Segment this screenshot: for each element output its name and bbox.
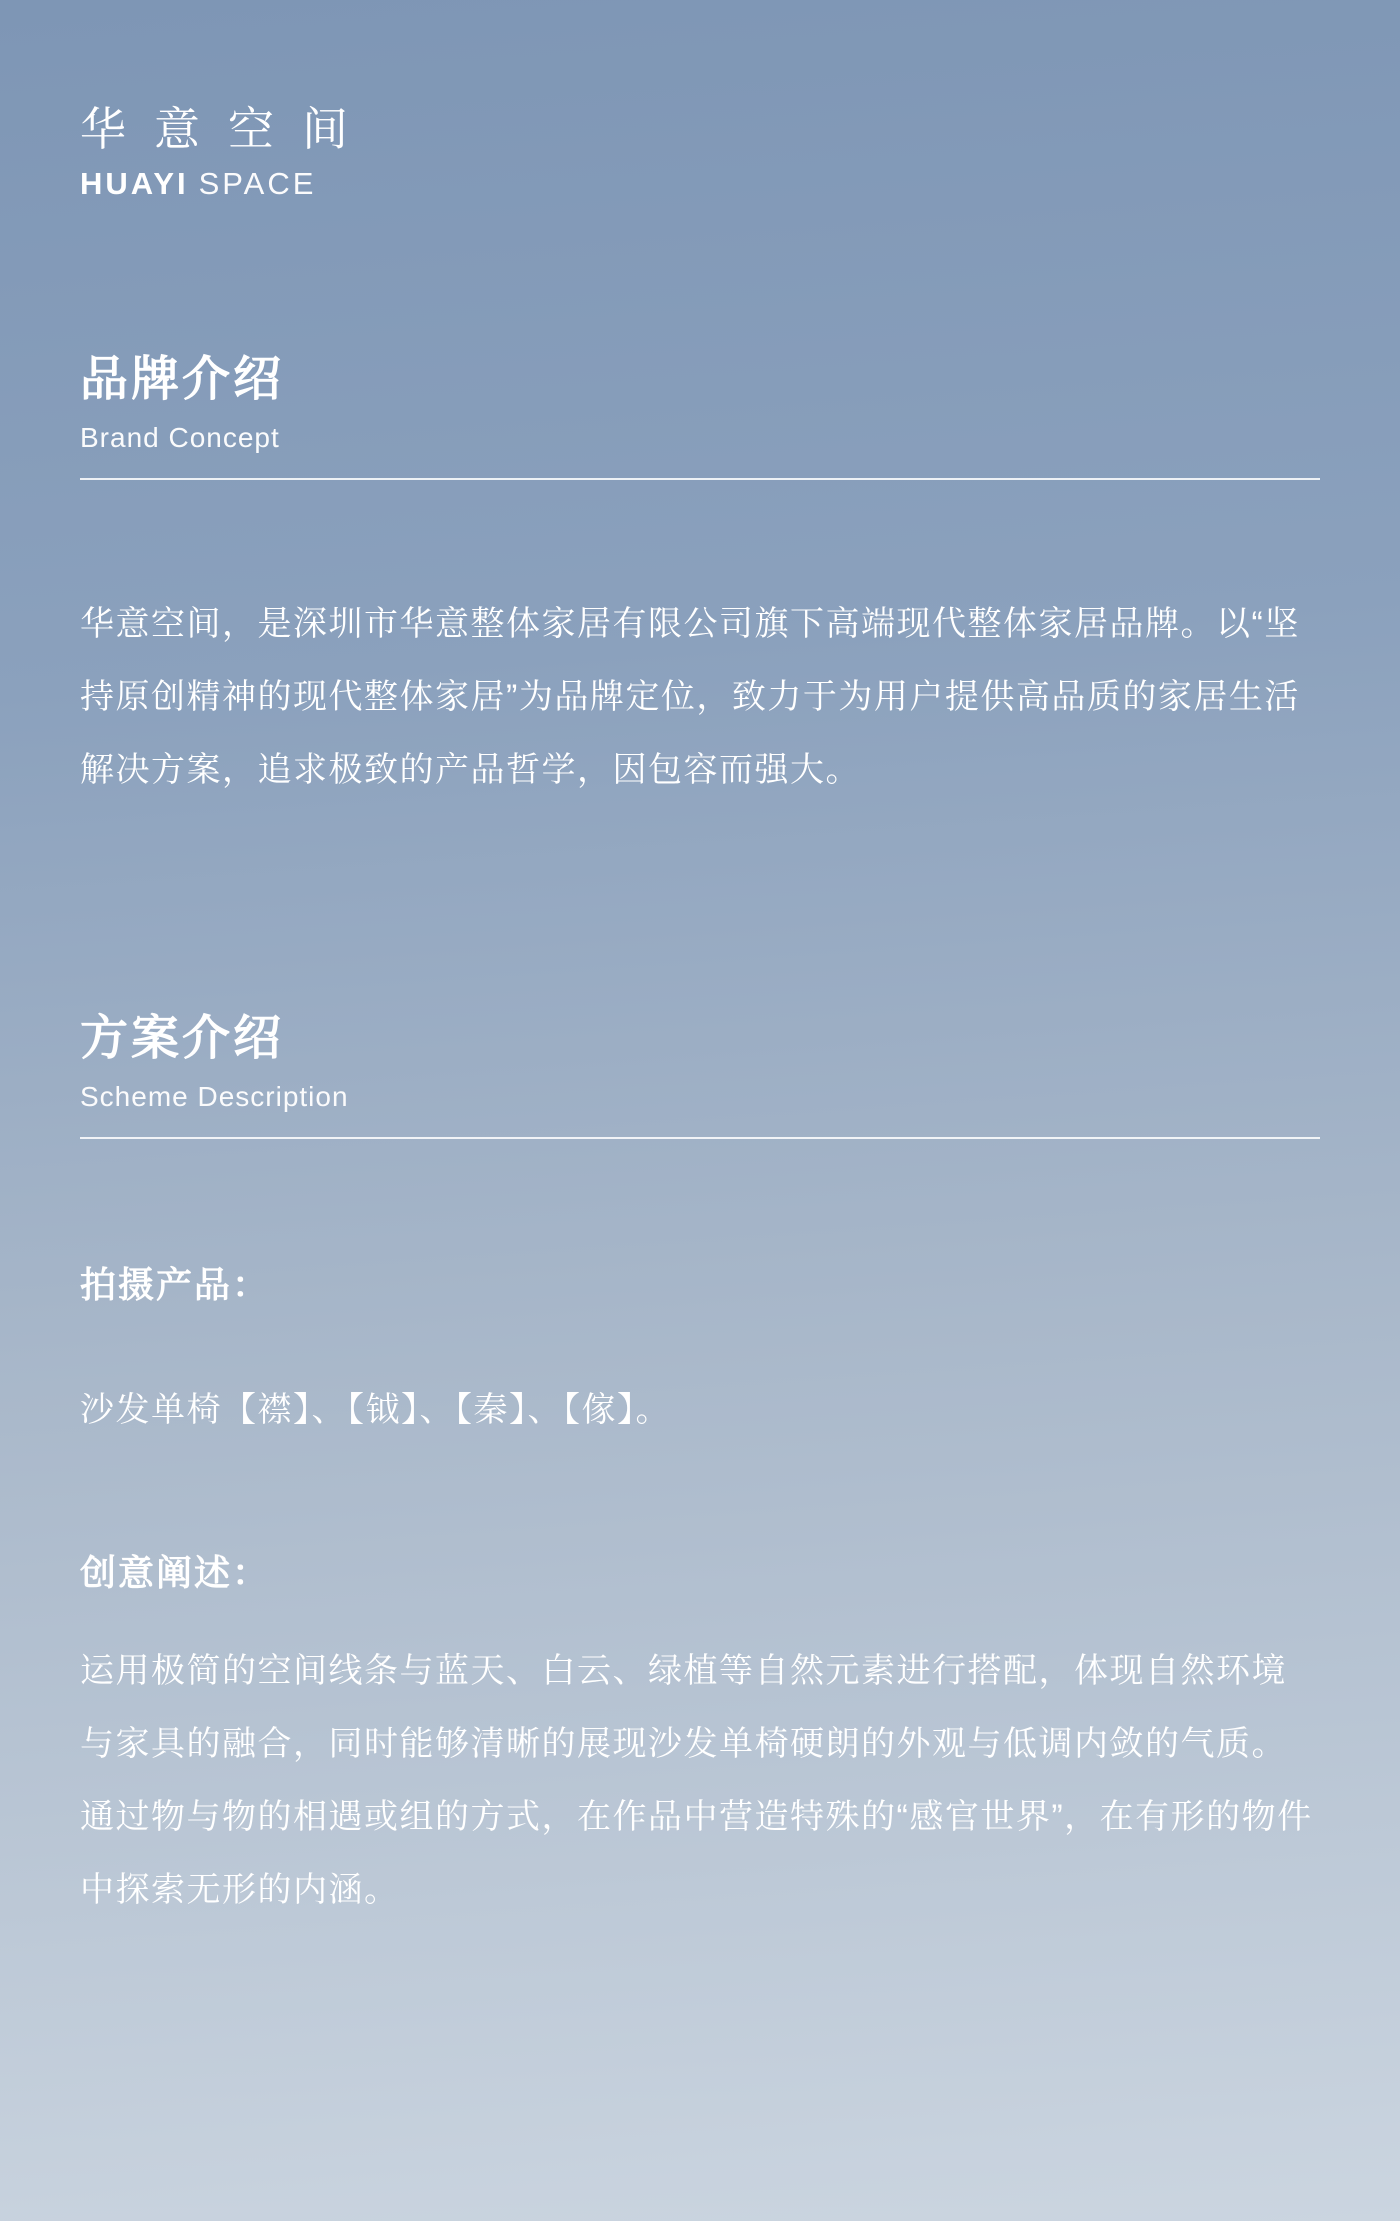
scheme-section-divider	[80, 1137, 1320, 1139]
brand-logo-english-huayi: HUAYI	[80, 165, 189, 201]
brand-logo-english-space: SPACE	[198, 165, 317, 201]
brand-intro-paragraph: 华意空间，是深圳市华意整体家居有限公司旗下高端现代整体家居品牌。以“坚持原创精神的现代整体家居”为品牌定位，致力于为用户提供高品质的家居生活解决方案，追求极致的产品哲学，因包容而强大。	[80, 604, 1300, 789]
brand-section-title-cn: 品牌介绍	[80, 352, 285, 406]
brand-section-header	[80, 352, 1320, 480]
brand-logo	[80, 0, 1320, 201]
scheme-section-title-cn: 方案介绍	[80, 1011, 285, 1065]
scheme-section-title-en: Scheme Description	[80, 1080, 349, 1112]
creative-statement-paragraph-2: 通过物与物的相遇或组的方式，在作品中营造特殊的“感官世界”，在有形的物件中探索无形的内涵。	[80, 1797, 1313, 1909]
scheme-section-header	[80, 1011, 1320, 1139]
brand-logo-english	[80, 167, 1320, 201]
brand-section-divider	[80, 478, 1320, 480]
creative-statement-label: 创意阐述：	[80, 1552, 271, 1594]
brand-section-title-en: Brand Concept	[80, 421, 280, 453]
shoot-products-label: 拍摄产品：	[80, 1263, 271, 1305]
shoot-products-value: 沙发单椅【襟】、【钺】、【秦】、【傢】。	[80, 1391, 671, 1430]
brand-logo-chinese: 华意空间	[80, 103, 376, 155]
creative-statement-paragraph-1: 运用极简的空间线条与蓝天、白云、绿植等自然元素进行搭配，体现自然环境与家具的融合，同时能够清晰的展现沙发单椅硬朗的外观与低调内敛的气质。	[80, 1651, 1287, 1763]
